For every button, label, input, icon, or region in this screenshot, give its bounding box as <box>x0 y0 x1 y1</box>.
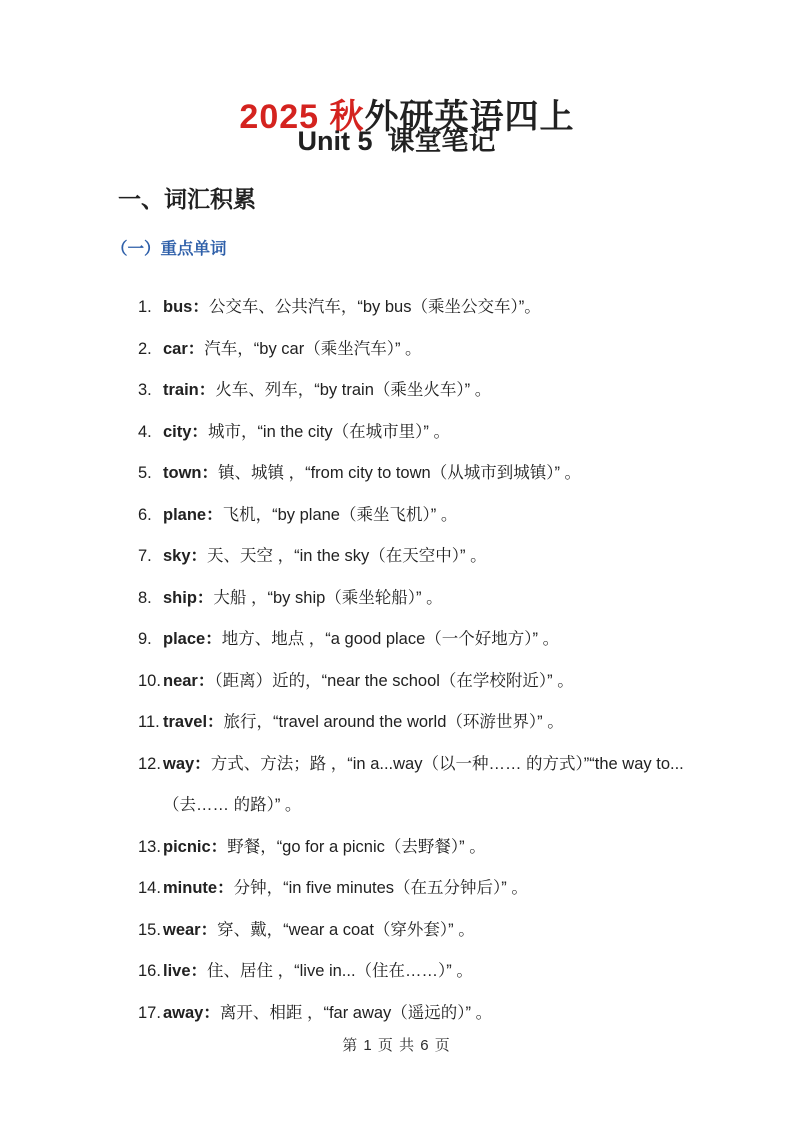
item-number: 2. <box>138 339 152 358</box>
title-year-red: 2025 秋 <box>239 98 365 136</box>
vocab-item <box>138 868 728 910</box>
item-definition: 分钟，“in five minutes（在五分钟后）” 。 <box>233 879 528 897</box>
title-text-black: 外研英语四上 <box>364 98 575 136</box>
item-definition: 地方、地点 ，“a good place（一个好地方）” 。 <box>221 630 560 648</box>
vocab-item <box>138 827 728 869</box>
item-number: 1. <box>138 298 152 316</box>
item-number: 9. <box>138 630 152 648</box>
item-number: 16. <box>138 962 161 980</box>
item-definition: 天、天空 ，“in the sky（在天空中）” 。 <box>207 547 487 565</box>
vocab-item <box>138 287 728 329</box>
item-word: picnic： <box>163 837 228 856</box>
vocab-item <box>138 619 728 661</box>
item-word: bus： <box>163 298 209 316</box>
item-number: 14. <box>138 879 161 897</box>
item-number: 5. <box>138 464 152 482</box>
item-definition: 汽车，“by car（乘坐汽车）” 。 <box>204 339 422 358</box>
item-number: 4. <box>138 422 152 441</box>
item-definition: 城市，“in the city（在城市里）” 。 <box>207 422 450 441</box>
item-definition: 火车、列车，“by train（乘坐火车）” 。 <box>215 381 492 399</box>
subsection-heading-key-words: （一）重点单词 <box>111 240 227 258</box>
item-word: ship： <box>163 588 214 607</box>
item-number: 7. <box>138 547 152 565</box>
vocab-item <box>138 993 728 1035</box>
item-word: train： <box>163 381 216 399</box>
vocab-item <box>138 702 728 744</box>
item-definition: （距离）近的，“near the school（在学校附近）” 。 <box>214 671 574 690</box>
item-definition: 穿、戴，“wear a coat（穿外套）” 。 <box>217 920 475 939</box>
item-number: 3. <box>138 381 152 399</box>
item-number: 10. <box>138 671 161 690</box>
vocab-item <box>138 536 728 578</box>
section-heading-vocabulary: 一、词汇积累 <box>118 186 256 212</box>
item-number: 17. <box>138 1003 161 1022</box>
vocab-item <box>138 744 728 827</box>
item-number: 12. <box>138 754 161 773</box>
vocab-item <box>138 951 728 993</box>
item-word: travel： <box>163 713 224 731</box>
vocab-item <box>138 495 728 537</box>
item-number: 11. <box>138 713 160 731</box>
vocab-item <box>138 661 728 703</box>
vocab-item <box>138 910 728 952</box>
item-number: 8. <box>138 588 152 607</box>
vocab-item <box>138 370 728 412</box>
item-definition: 飞机，“by plane（乘坐飞机）” 。 <box>222 505 458 524</box>
item-definition: 大船 ，“by ship（乘坐轮船）” 。 <box>213 588 443 607</box>
item-word: car： <box>163 339 205 358</box>
item-word: sky： <box>163 547 208 565</box>
item-word: minute： <box>163 879 234 897</box>
item-definition: 公交车、公共汽车，“by bus（乘坐公交车）”。 <box>208 298 541 316</box>
item-word: place： <box>163 630 222 648</box>
vocab-item <box>138 329 728 371</box>
vocab-item <box>138 412 728 454</box>
document-subtitle: Unit 5 课堂笔记 <box>297 126 496 156</box>
item-number: 15. <box>138 920 161 939</box>
vocab-item <box>138 578 728 620</box>
item-number: 6. <box>138 505 152 524</box>
item-word: plane： <box>163 505 223 524</box>
vocabulary-list <box>138 287 728 1034</box>
item-word: near： <box>163 671 215 690</box>
item-word: live： <box>163 962 208 980</box>
item-definition: 方式、方法；路 ，“in a...way（以一种…… 的方式）”“the way to... <box>210 754 684 773</box>
page-number-footer: 第 1 页 共 6 页 <box>342 1037 451 1054</box>
item-word: city： <box>163 422 208 441</box>
item-definition: 旅行，“travel around the world（环游世界）” 。 <box>223 713 564 731</box>
item-number: 13. <box>138 837 161 856</box>
item-definition-line2: （去…… 的路）” 。 <box>163 796 302 814</box>
item-definition: 离开、相距 ，“far away（遥远的）” 。 <box>219 1003 493 1022</box>
item-definition: 野餐，“go for a picnic（去野餐）” 。 <box>227 837 486 856</box>
item-definition: 住、居住 ，“live in...（住在……）” 。 <box>207 962 473 980</box>
item-word: away： <box>163 1003 220 1022</box>
item-word: town： <box>163 464 218 482</box>
item-word: way： <box>163 754 211 773</box>
vocab-item <box>138 453 728 495</box>
item-word: wear： <box>163 920 218 939</box>
item-definition: 镇、城镇 ，“from city to town（从城市到城镇）” 。 <box>218 464 582 482</box>
